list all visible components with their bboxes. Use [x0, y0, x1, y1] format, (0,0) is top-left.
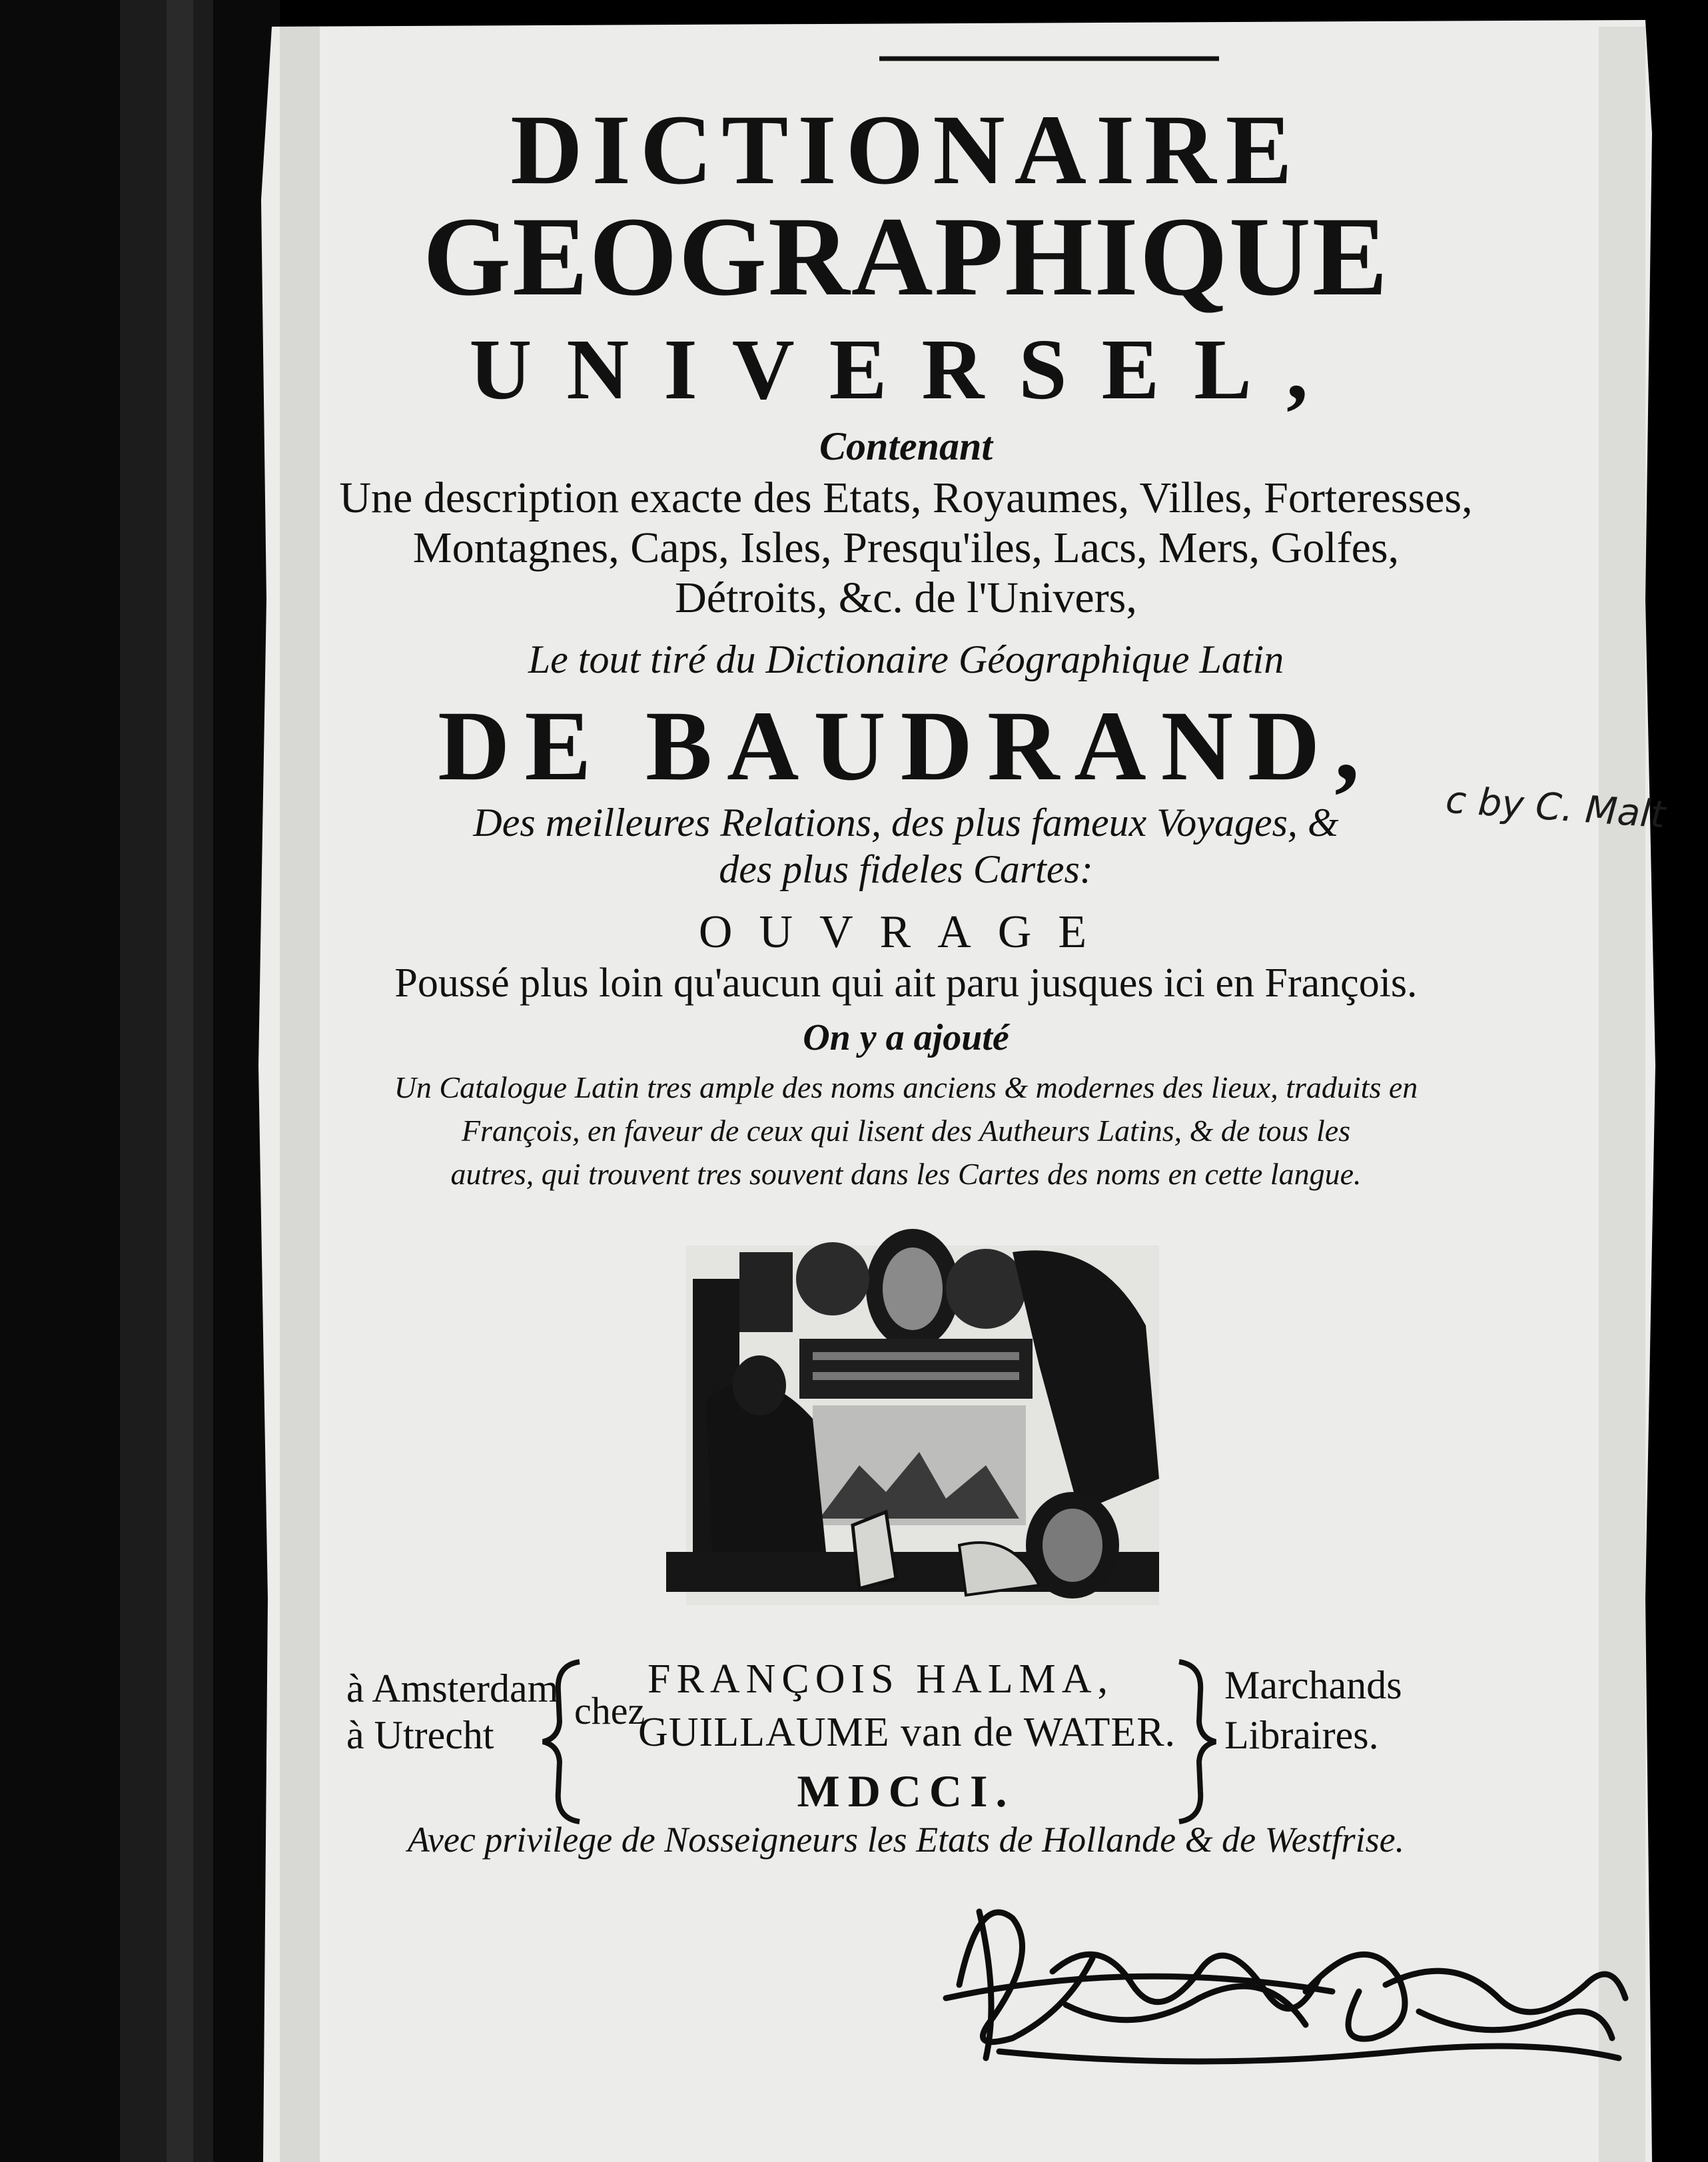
ouvrage-description: Poussé plus loin qu'aucun qui ait paru jusques ici en François.: [394, 960, 1418, 1006]
ouvrage-label: OUVRAGE: [698, 906, 1114, 958]
sources-line-1: Des meilleures Relations, des plus fameux Voyages, &: [473, 801, 1339, 845]
title-line-3: UNIVERSEL,: [469, 322, 1343, 418]
imprint-publisher-halma: FRANÇOIS HALMA,: [647, 1656, 1114, 1702]
imprint-role-marchands: Marchands: [1224, 1663, 1402, 1707]
added-line-1: Un Catalogue Latin tres ample des noms anciens & modernes des lieux, traduits en: [394, 1070, 1418, 1104]
author-name: DE BAUDRAND,: [438, 691, 1374, 801]
imprint-year: MDCCI.: [797, 1766, 1015, 1816]
imprint-publisher-water: GUILLAUME van de WATER.: [638, 1710, 1176, 1755]
imprint-chez: chez: [574, 1689, 645, 1732]
description-line-1: Une description exacte des Etats, Royaumes, Villes, Forteresses,: [339, 474, 1473, 522]
sources-line-2: des plus fideles Cartes:: [719, 847, 1093, 891]
added-line-2: François, en faveur de ceux qui lisent des Autheurs Latins, & de tous les: [461, 1114, 1351, 1148]
handwritten-annotation: c by C. Malt: [1444, 778, 1667, 837]
imprint-city-utrecht: à Utrecht: [346, 1713, 494, 1757]
contenant-label: Contenant: [819, 424, 993, 468]
description-line-3: Détroits, &c. de l'Univers,: [675, 573, 1137, 622]
source-intro: Le tout tiré du Dictionaire Géographique Latin: [528, 637, 1284, 681]
imprint-city-amsterdam: à Amsterdam: [346, 1666, 559, 1710]
description-line-2: Montagnes, Caps, Isles, Presqu'iles, Lacs, Mers, Golfes,: [412, 524, 1400, 572]
added-line-3: autres, qui trouvent tres souvent dans les Cartes des noms en cette langue.: [450, 1157, 1362, 1191]
imprint-role-libraires: Libraires.: [1224, 1713, 1379, 1757]
title-line-1: DICTIONAIRE: [510, 95, 1302, 205]
privilege-line: Avec privilege de Nosseigneurs les Etats de Hollande & de Westfrise.: [407, 1820, 1405, 1860]
added-intro: On y a ajouté: [803, 1017, 1009, 1058]
title-line-2: GEOGRAPHIQUE: [422, 194, 1390, 319]
